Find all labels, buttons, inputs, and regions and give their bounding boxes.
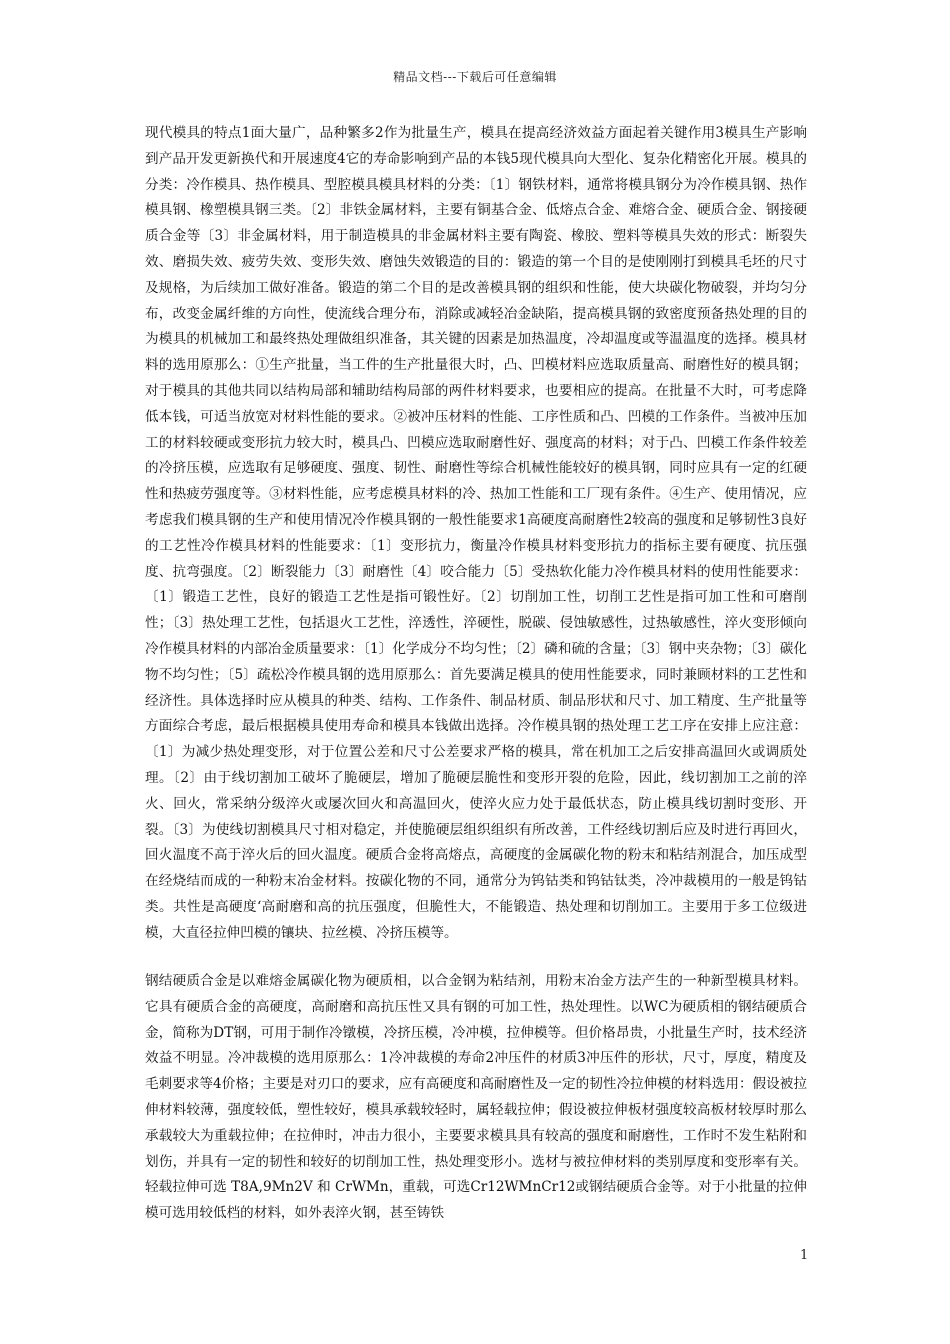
body-paragraph: 钢结硬质合金是以难熔金属碳化物为硬质相，以合金钢为粘结剂，用粉末冶金方法产生的一种新型模具材料。它具有硬质合金的高硬度，高耐磨和高抗压性又具有钢的可加工性，热处理性。以WC为硬质相的钢结硬质合金，简称为DT钢，可用于制作冷镦模，冷挤压模，冷冲模，拉伸模等。但价格昂贵，小批量生产时，技术经济效益不明显。冷冲裁模的选用原那么：1冷冲裁模的寿命2冲压件的材质3冲压件的形状，尺寸，厚度，精度及毛刺要求等4价格；主要是对刃口的要求，应有高硬度和高耐磨性及一定的韧性冷拉伸模的材料选用：假设被拉伸材料较薄，强度较低，塑性较好，模具承载较轻时，属轻载拉伸；假设被拉伸板材强度较高板材较厚时那么承载较大为重载拉伸；在拉伸时，冲击力很小，主要要求模具具有较高的强度和耐磨性，工作时不发生粘附和划伤，并具有一定的韧性和较好的切削加工性，热处理变形小。选材与被拉伸材料的类别厚度和变形率有关。轻载拉伸可选 T8A,9Mn2V 和 CrWMn，重载，可选Cr12WMnCr12或钢结硬质合金等。对于小批量的拉伸模可选用较低档的材料，如外表淬火钢，甚至铸铁	[145, 973, 807, 1222]
page-number: 1	[800, 1248, 809, 1263]
page-header: 精品文档---下载后可任意编辑	[393, 70, 557, 84]
body-paragraph: 现代模具的特点1面大量广，品种繁多2作为批量生产，模具在提高经济效益方面起着关键作用3模具生产影响到产品开发更新换代和开展速度4它的寿命影响到产品的本钱5现代模具向大型化、复杂化精密化开展。模具的分类：冷作模具、热作模具、型腔模具模具材料的分类：〔1〕钢铁材料，通常将模具钢分为冷作模具钢、热作模具钢、橡塑模具钢三类。〔2〕非铁金属材料，主要有铜基合金、低熔点合金、难熔合金、硬质合金、钢接硬质合金等〔3〕非金属材料，用于制造模具的非金属材料主要有陶瓷、橡胶、塑料等模具失效的形式：断裂失效、磨损失效、疲劳失效、变形失效、磨蚀失效锻造的目的：锻造的第一个目的是使刚刚打到模具毛坯的尺寸及规格，为后续加工做好准备。锻造的第二个目的是改善模具钢的组织和性能，使大块碳化物破裂，并均匀分布，改变金属纤维的方向性，使流线合理分布，消除或减轻冶金缺陷，提高模具钢的致密度预备热处理的目的为模具的机械加工和最终热处理做组织准备，其关键的因素是加热温度，冷却温度或等温温度的选择。模具材料的选用原那么：①生产批量，当工件的生产批量很大时，凸、凹模材料应选取质量高、耐磨性好的模具钢；对于模具的其他共同以结构局部和辅助结构局部的两件材料要求，也要相应的提高。在批量不大时，可考虑降低本钱，可适当放宽对材料性能的要求。②被冲压材料的性能、工序性质和凸、凹模的工作条件。当被冲压加工的材料较硬或变形抗力较大时，模具凸、凹模应选取耐磨性好、强度高的材料；对于凸、凹模工作条件较差的冷挤压模，应选取有足够硬度、强度、韧性、耐磨性等综合机械性能较好的模具钢，同时应具有一定的红硬性和热疲劳强度等。③材料性能，应考虑模具材料的冷、热加工性能和工厂现有条件。④生产、使用情况，应考虑我们模具钢的生产和使用情况冷作模具钢的一般性能要求1高硬度高耐磨性2较高的强度和足够韧性3良好的工艺性冷作模具材料的性能要求：〔1〕变形抗力，衡量冷作模具材料变形抗力的指标主要有硬度、抗压强度、抗弯强度。〔2〕断裂能力〔3〕耐磨性〔4〕咬合能力〔5〕受热软化能力冷作模具材料的使用性能要求：〔1〕锻造工艺性，良好的锻造工艺性是指可锻性好。〔2〕切削加工性，切削工艺性是指可加工性和可磨削性；〔3〕热处理工艺性，包括退火工艺性，淬透性，淬硬性，脱碳、侵蚀敏感性，过热敏感性，淬火变形倾向 冷作模具材料的内部冶金质量要求：〔1〕化学成分不均匀性；〔2〕磷和硫的含量；〔3〕钢中夹杂物；〔3〕碳化物不均匀性；〔5〕疏松冷作模具钢的选用原那么：首先要满足模具的使用性能要求，同时兼顾材料的工艺性和经济性。具体选择时应从模具的种类、结构、工作条件、制品材质、制品形状和尺寸、加工精度、生产批量等方面综合考虑，最后根据模具使用寿命和模具本钱做出选择。冷作模具钢的热处理工艺工序在安排上应注意：〔1〕为减少热处理变形，对于位置公差和尺寸公差要求严格的模具，常在机加工之后安排高温回火或调质处理。〔2〕由于线切割加工破坏了脆硬层，增加了脆硬层脆性和变形开裂的危险，因此，线切割加工之前的淬火、回火，常采纳分级淬火或屡次回火和高温回火，使淬火应力处于最低状态，防止模具线切割时变形、开裂。〔3〕为使线切割模具尺寸相对稳定，并使脆硬层组织组织有所改善，工件经线切割后应及时进行再回火，回火温度不高于淬火后的回火温度。硬质合金将高熔点，高硬度的金属碳化物的粉末和粘结剂混合，加压成型在经烧结而成的一种粉末冶金材料。按碳化物的不同，通常分为钨钴类和钨钴钛类，冷冲裁模用的一般是钨钴类。共性是高硬度‘高耐磨和高的抗压强度，但脆性大，不能锻造、热处理和切削加工。主要用于多工位级进模，大直径拉伸凹模的镶块、拉丝模、冷挤压模等。	[145, 125, 807, 941]
